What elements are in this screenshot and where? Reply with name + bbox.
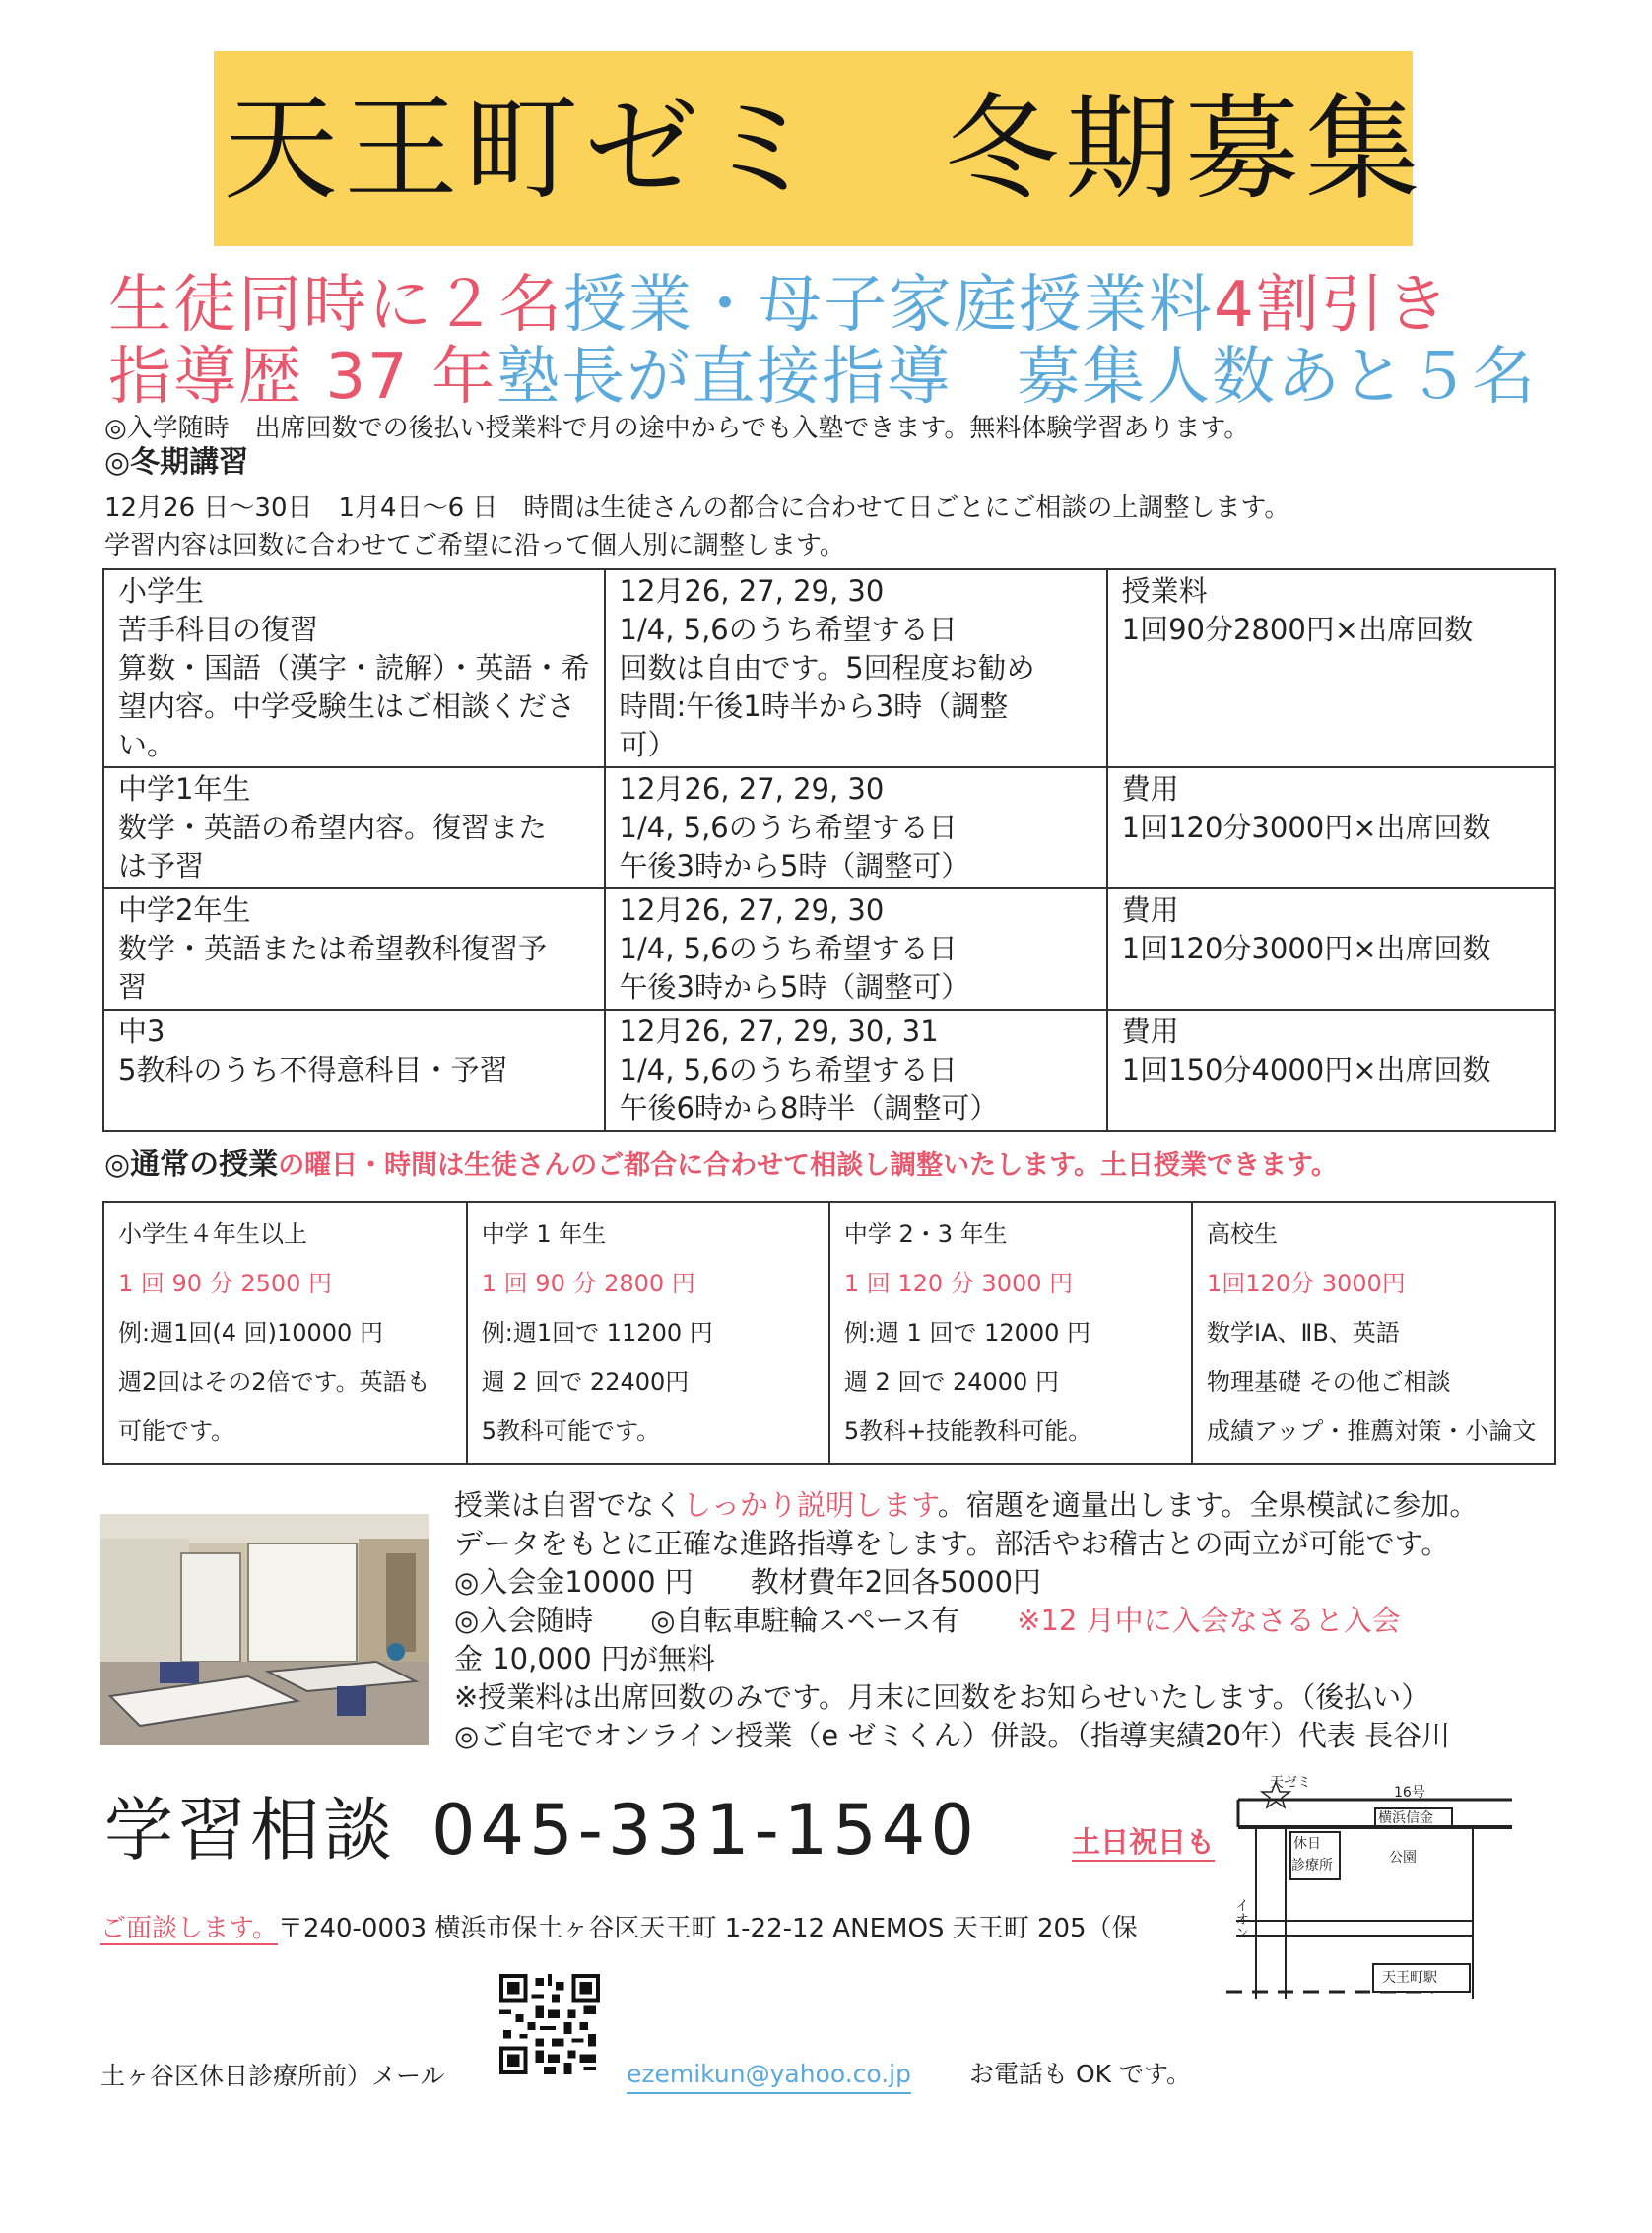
headline-tuition: 授業料 (1019, 269, 1214, 342)
phone-number[interactable]: 045-331-1540 (431, 1790, 979, 1871)
regular-cell (103, 1202, 467, 1464)
winter-cell-line: 可） (619, 728, 677, 761)
headline-simultaneous: 生徒同時に２名 (108, 269, 563, 342)
regular-note: 例:週 1 回で 12000 円 (843, 1319, 1091, 1346)
winter-cell-line: 授業料 (1121, 574, 1208, 608)
info-line-7: ◎ご自宅でオンライン授業（e ゼミくん）併設。（指導実績20年）代表 長谷川 (454, 1719, 1451, 1752)
winter-cell-line: 12月26, 27, 29, 30 (619, 574, 885, 608)
headline-lesson-single-parent: 授業・母子家庭 (563, 269, 1019, 342)
winter-cell-grade (103, 888, 605, 1010)
regular-price: 1回120分 3000円 (1207, 1270, 1406, 1297)
regular-note: 例:週1回(4 回)10000 円 (118, 1319, 383, 1346)
info-line-1 (454, 1486, 1478, 1524)
winter-cell-line: は予習 (118, 849, 205, 883)
winter-content-line: 学習内容は回数に合わせてご希望に沿って個人別に調整します。 (104, 531, 845, 560)
info-line-4b: ※12 月中に入会なさると入会 (1017, 1604, 1401, 1637)
regular-note: 可能です。 (118, 1417, 235, 1445)
weekend-note: 土日祝日も (1072, 1824, 1215, 1862)
regular-class-desc: の曜日・時間は生徒さんのご都合に合わせて相談し調整いたします。土日授業できます。 (278, 1150, 1338, 1181)
winter-cell-grade (103, 569, 605, 767)
headline-remaining (952, 341, 1017, 414)
winter-cell-line: 時間:午後1時半から3時（調整 (619, 690, 1009, 723)
winter-cell-line: 習 (118, 970, 148, 1004)
regular-price: 1 回 90 分 2800 円 (481, 1270, 695, 1297)
phone-ok-note: お電話も OK です。 (969, 2060, 1191, 2088)
winter-dates-line: 12月26 日～30日 1月4日～6 日 時間は生徒さんの都合に合わせて日ごとにご相談の上調整します。 (104, 493, 1290, 523)
interview-note: ご面談します。 (100, 1914, 278, 1943)
winter-cell-line: 小学生 (118, 574, 205, 608)
regular-grade: 中学 2・3 年生 (843, 1220, 1008, 1248)
winter-cell-line: 中学1年生 (118, 772, 251, 806)
winter-cell-line: 5教科のうち不得意科目・予習 (118, 1053, 508, 1086)
winter-cell-line: 1回90分2800円×出席回数 (1121, 613, 1474, 646)
map-label-bank: 横浜信金 (1378, 1810, 1433, 1826)
winter-cell-line: 12月26, 27, 29, 30 (619, 893, 885, 927)
winter-cell-fee (1107, 767, 1555, 888)
admission-line: ◎入学随時 出席回数での後払い授業料で月の途中からでも入塾できます。無料体験学習あります。 (104, 414, 1250, 443)
winter-cell-line: 1/4, 5,6のうち希望する日 (619, 1053, 958, 1086)
map-label-station: 天王町駅 (1382, 1970, 1437, 1986)
winter-table-row (103, 767, 1555, 888)
consultation-label: 学習相談 (104, 1790, 396, 1871)
winter-cell-line: 費用 (1121, 772, 1179, 806)
winter-heading: ◎冬期講習 (104, 445, 249, 480)
map-label-clinic1: 休日 (1293, 1836, 1321, 1852)
regular-price: 1 回 120 分 3000 円 (843, 1270, 1074, 1297)
regular-cell (829, 1202, 1192, 1464)
winter-cell-line: 12月26, 27, 29, 30 (619, 772, 885, 806)
regular-note: 5教科可能です。 (481, 1417, 661, 1445)
winter-cell-schedule (605, 767, 1107, 888)
winter-table-row (103, 1010, 1555, 1131)
access-map (1226, 1770, 1512, 2008)
winter-cell-line: 午後3時から5時（調整可） (619, 849, 970, 883)
winter-cell-fee (1107, 569, 1555, 767)
address-line (100, 1911, 1138, 1946)
postal-address: 〒240-0003 横浜市保土ヶ谷区天王町 1-22-12 ANEMOS 天王町 205（保 (277, 1914, 1138, 1943)
headline-direct: 塾長が直接指導 (496, 341, 953, 414)
regular-note: 週 2 回で 22400円 (481, 1368, 690, 1396)
winter-cell-line: 中3 (118, 1015, 165, 1048)
regular-note: 5教科+技能教科可能。 (843, 1417, 1092, 1445)
regular-note: 週 2 回で 24000 円 (843, 1368, 1059, 1396)
winter-cell-line: い。 (118, 728, 176, 761)
winter-cell-fee (1107, 1010, 1555, 1131)
headline-discount (108, 268, 1547, 343)
page-title: 天王町ゼミ 冬期募集 (224, 83, 1425, 216)
headline-years: 指導歴 37 年 (108, 341, 497, 414)
regular-note: 週2回はその2倍です。英語も (118, 1368, 430, 1396)
regular-cell (467, 1202, 829, 1464)
headline-recruit: 募集人数あと５名 (1017, 341, 1538, 414)
winter-cell-line: 回数は自由です。5回程度お勧め (619, 651, 1035, 685)
regular-note: 数学ⅠA、ⅡB、英語 (1207, 1319, 1400, 1346)
winter-cell-schedule (605, 888, 1107, 1010)
winter-cell-line: 1回120分3000円×出席回数 (1121, 932, 1491, 965)
winter-cell-line: 1回120分3000円×出席回数 (1121, 811, 1491, 844)
winter-table-row (103, 888, 1555, 1010)
email-link[interactable]: ezemikun@yahoo.co.jp (627, 2057, 911, 2094)
regular-price: 1 回 90 分 2500 円 (118, 1270, 333, 1297)
regular-class-table (102, 1201, 1556, 1465)
qr-code-icon (499, 1974, 600, 2074)
winter-course-table (102, 568, 1556, 1132)
winter-cell-schedule (605, 1010, 1107, 1131)
map-label-route: 16号 (1394, 1785, 1425, 1801)
consultation-line (104, 1786, 979, 1874)
winter-cell-schedule (605, 569, 1107, 767)
winter-cell-line: 数学・英語の希望内容。復習また (118, 811, 548, 844)
info-line-5: 金 10,000 円が無料 (454, 1642, 715, 1675)
regular-class-heading (104, 1146, 1338, 1186)
regular-note: 成績アップ・推薦対策・小論文 (1207, 1417, 1537, 1445)
winter-cell-grade (103, 767, 605, 888)
winter-table-row (103, 569, 1555, 767)
winter-cell-line: 算数・国語（漢字・読解）・英語・希 (118, 651, 590, 685)
regular-grade: 小学生４年生以上 (118, 1220, 307, 1248)
classroom-photo (100, 1514, 429, 1745)
headline-experience (108, 340, 1547, 415)
winter-cell-line: 望内容。中学受験生はご相談くださ (118, 690, 576, 723)
winter-cell-line: 1/4, 5,6のうち希望する日 (619, 811, 958, 844)
regular-grade: 高校生 (1207, 1220, 1279, 1248)
map-label-aeon: イオン (1233, 1898, 1249, 1939)
regular-grade: 中学 1 年生 (481, 1220, 607, 1248)
headline-40-off: 4割引き (1214, 269, 1451, 342)
winter-cell-line: 苦手科目の復習 (118, 613, 319, 646)
winter-cell-line: 数学・英語または希望教科復習予 (118, 932, 548, 965)
map-label-park: 公園 (1389, 1850, 1417, 1866)
info-line-1c: 。宿題を適量出します。全県模試に参加。 (937, 1488, 1479, 1522)
info-line-4a: ◎入会随時 ◎自転車駐輪スペース有 (454, 1604, 1018, 1637)
map-label-zemi: 天ゼミ (1270, 1775, 1311, 1791)
winter-cell-line: 1回150分4000円×出席回数 (1121, 1053, 1491, 1086)
winter-cell-line: 午後3時から5時（調整可） (619, 970, 970, 1004)
winter-cell-grade (103, 1010, 605, 1131)
footer-text: 土ヶ谷区休日診療所前）メール (100, 2062, 445, 2090)
info-line-2: データをもとに正確な進路指導をします。部活やお稽古との両立が可能です。 (454, 1527, 1450, 1560)
winter-cell-line: 費用 (1121, 1015, 1179, 1048)
info-line-1a: 授業は自習でなく (454, 1488, 684, 1522)
regular-note: 物理基礎 その他ご相談 (1207, 1368, 1451, 1396)
info-line-1b: しっかり説明します (683, 1488, 938, 1522)
winter-cell-fee (1107, 888, 1555, 1010)
info-line-3: ◎入会金10000 円 教材費年2回各5000円 (454, 1565, 1042, 1599)
regular-class-title: ◎通常の授業 (104, 1148, 279, 1182)
regular-note: 例:週1回で 11200 円 (481, 1319, 713, 1346)
winter-cell-line: 中学2年生 (118, 893, 251, 927)
info-line-4 (454, 1602, 1401, 1639)
winter-cell-line: 12月26, 27, 29, 30, 31 (619, 1015, 939, 1048)
map-label-clinic2: 診療所 (1291, 1858, 1333, 1873)
winter-cell-line: 1/4, 5,6のうち希望する日 (619, 613, 958, 646)
winter-cell-line: 午後6時から8時半（調整可） (619, 1091, 999, 1125)
winter-cell-line: 1/4, 5,6のうち希望する日 (619, 932, 958, 965)
regular-cell (1192, 1202, 1555, 1464)
info-line-6: ※授業料は出席回数のみです。月末に回数をお知らせいたします。（後払い） (454, 1680, 1430, 1714)
winter-cell-line: 費用 (1121, 893, 1179, 927)
